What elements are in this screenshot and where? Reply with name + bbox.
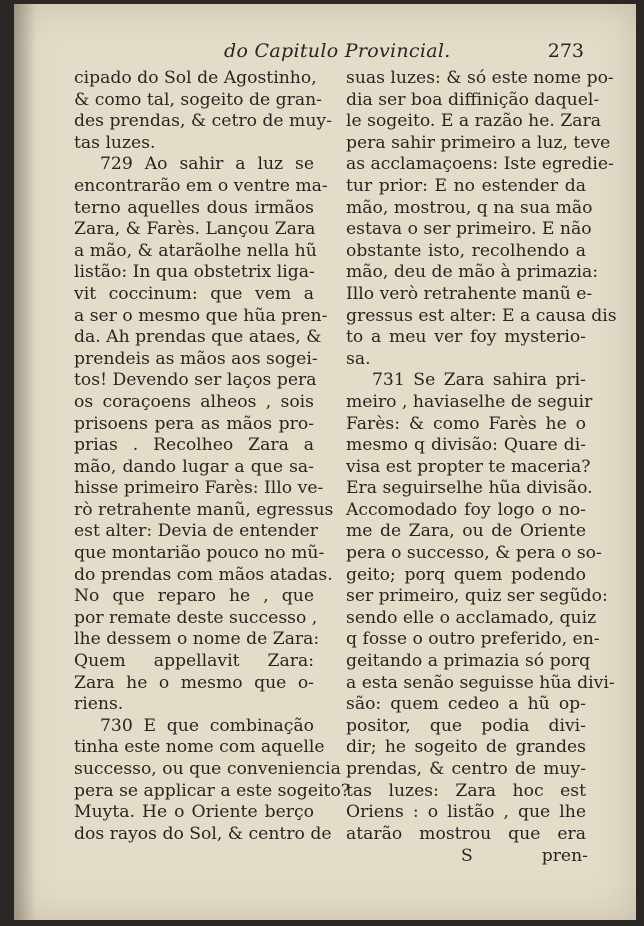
text-line: pera sahir primeiro a luz, teve	[346, 132, 611, 153]
text-line: Farès: & como Farès he o	[346, 413, 586, 434]
text-line: da. Ah prendas que ataes, &	[74, 327, 322, 348]
text-line: mão, dando lugar a que sa-	[74, 456, 314, 477]
text-line: dia ser boa diffinição daquel-	[346, 89, 600, 110]
page-footer	[346, 846, 588, 870]
page-number: 273	[547, 40, 584, 62]
text-line: que montarião pouco no mũ-	[74, 543, 325, 564]
text-line: a ser o mesmo que hũa pren-	[74, 305, 328, 326]
text-column-right	[346, 68, 617, 845]
text-line: 729 Ao sahir a luz se	[100, 154, 314, 175]
text-line: são: quem cedeo a hũ op-	[346, 694, 586, 715]
text-line: mesmo q divisão: Quare di-	[346, 435, 586, 456]
catchword: pren-	[541, 846, 588, 866]
text-line: a esta senão seguisse hũa divi-	[346, 672, 615, 693]
text-line: por remate deste successo ,	[74, 607, 318, 628]
text-line: tinha este nome com aquelle	[74, 737, 325, 758]
text-line: pera se applicar a este sogeito?	[74, 780, 350, 801]
text-line: est alter: Devia de entender	[74, 521, 318, 542]
text-line: 730 E que combinação	[100, 715, 314, 736]
text-line: q fosse o outro preferido, en-	[346, 629, 600, 650]
text-line: obstante isto, recolhendo a	[346, 240, 586, 261]
page-gutter-shadow	[14, 4, 36, 920]
text-line: des prendas, & cetro de muy-	[74, 111, 332, 132]
text-line: dos rayos do Sol, & centro de	[74, 823, 332, 844]
text-line: encontrarão em o ventre ma-	[74, 175, 328, 196]
text-line: as acclamaçoens: Iste egredie-	[346, 154, 614, 175]
text-line: os coraçoens alheos , sois	[74, 391, 314, 412]
text-line: estava o ser primeiro. E não	[346, 219, 592, 240]
text-line: dir; he sogeito de grandes	[346, 737, 586, 758]
text-line: atarão mostrou que era	[346, 823, 586, 844]
text-line: meiro , haviaselhe de seguir	[346, 391, 593, 412]
book-page	[14, 4, 636, 920]
text-line: gressus est alter: E a causa dis	[346, 305, 617, 326]
signature-mark: S	[461, 846, 473, 866]
text-line: terno aquelles dous irmãos	[74, 197, 314, 218]
text-line: prias . Recolheo Zara a	[74, 435, 314, 456]
text-line: lhe dessem o nome de Zara:	[74, 629, 320, 650]
text-line: Zara, & Farès. Lançou Zara	[74, 219, 316, 240]
text-line: positor, que podia divi-	[346, 715, 586, 736]
text-line: & como tal, sogeito de gran-	[74, 89, 322, 110]
text-line: prendas, & centro de muy-	[346, 759, 586, 779]
text-line: tas luzes.	[74, 132, 156, 153]
text-line: le sogeito. E a razão he. Zara	[346, 111, 601, 132]
text-line: suas luzes: & só este nome po-	[346, 68, 614, 88]
text-line: do prendas com mãos atadas.	[74, 564, 333, 585]
text-line: me de Zara, ou de Oriente	[346, 521, 586, 542]
text-line: mão, deu de mão à primazia:	[346, 262, 599, 283]
text-line: tas luzes: Zara hoc est	[346, 780, 586, 801]
text-line: successo, ou que conveniencia	[74, 759, 341, 779]
text-line: vit coccinum: que vem a	[74, 283, 314, 304]
text-line: sa.	[346, 348, 371, 369]
text-line: Illo verò retrahente manũ e-	[346, 283, 593, 304]
text-line: cipado do Sol de Agostinho,	[74, 68, 317, 88]
text-line: pera o successo, & pera o so-	[346, 543, 602, 564]
text-line: ser primeiro, quiz ser segũdo:	[346, 586, 608, 607]
text-line: mão, mostrou, q na sua mão	[346, 197, 593, 218]
text-line: Zara he o mesmo que o-	[74, 672, 314, 693]
text-line: tur prior: E no estender da	[346, 175, 586, 196]
text-line: riens.	[74, 694, 124, 715]
running-title: do Capitulo Provincial.	[224, 40, 451, 62]
text-line: visa est propter te maceria?	[346, 456, 591, 477]
text-line: Accomodado foy logo o no-	[346, 499, 586, 520]
text-line: a mão, & atarãolhe nella hũ	[74, 240, 317, 261]
text-line: prisoens pera as mãos pro-	[74, 413, 314, 434]
text-line: Muyta. He o Oriente berço	[74, 802, 314, 823]
text-line: Oriens : o listão , que lhe	[346, 802, 586, 823]
text-line: to a meu ver foy mysterio-	[346, 327, 586, 348]
text-line: Era seguirselhe hũa divisão.	[346, 478, 593, 499]
text-line: geitando a primazia só porq	[346, 651, 591, 672]
text-line: geito; porq quem podendo	[346, 564, 586, 585]
text-line: hisse primeiro Farès: Illo ve-	[74, 478, 324, 499]
text-line: Quem appellavit Zara:	[74, 651, 314, 672]
text-line: 731 Se Zara sahira pri-	[372, 370, 586, 391]
text-line: tos! Devendo ser laços pera	[74, 370, 317, 391]
text-column-left	[74, 68, 350, 845]
text-line: rò retrahente manũ, egressus	[74, 499, 334, 520]
text-line: No que reparo he , que	[74, 586, 314, 607]
text-line: listão: In qua obstetrix liga-	[74, 262, 315, 283]
text-line: prendeis as mãos aos sogei-	[74, 348, 318, 369]
text-line: sendo elle o acclamado, quiz	[346, 607, 597, 628]
page-header	[74, 40, 596, 66]
